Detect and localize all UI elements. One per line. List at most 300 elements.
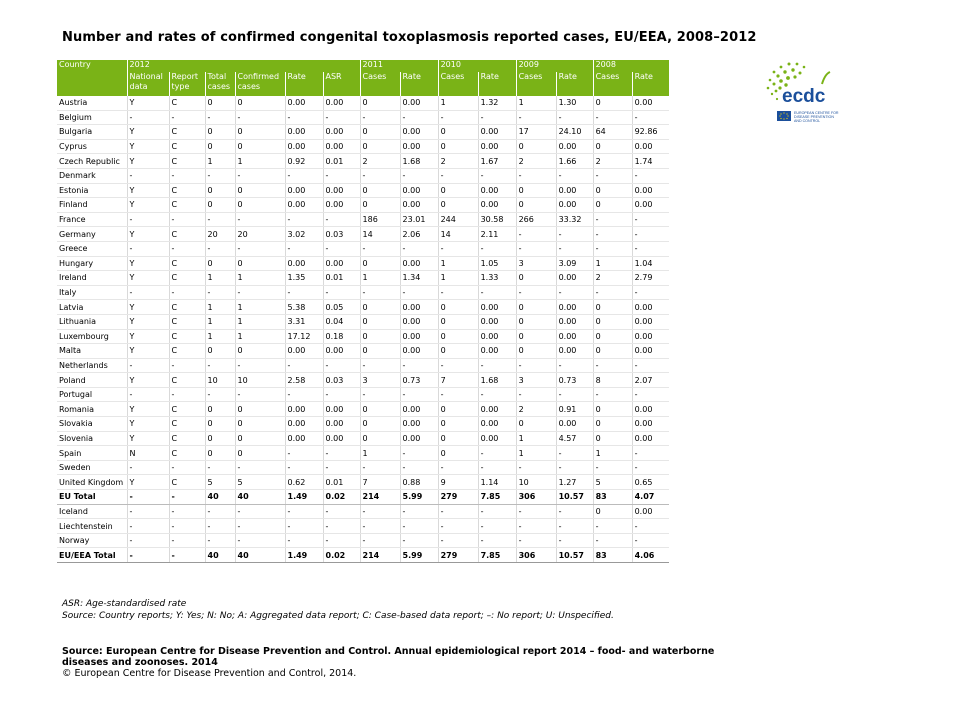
table-row [57,402,669,417]
value-cell: 14 [360,227,400,242]
ecdc-globe-icon [760,58,850,128]
value-cell: 0.00 [632,329,669,344]
table-row [57,460,669,475]
value-cell: 0 [516,300,556,315]
country-cell: Bulgaria [57,125,127,140]
value-cell: 0 [205,446,235,461]
value-cell: 0.73 [556,373,593,388]
value-cell: 0.00 [285,139,323,154]
table-row [57,373,669,388]
table-row [57,533,669,548]
country-cell: Malta [57,344,127,359]
value-cell: - [593,168,632,183]
country-cell: Hungary [57,256,127,271]
value-cell: - [556,168,593,183]
confirmed-cases-header: Confirmed cases [235,72,285,96]
value-cell: 0 [205,183,235,198]
value-cell: - [323,519,360,534]
value-cell: - [127,387,169,402]
value-cell: - [360,285,400,300]
value-cell: - [556,110,593,125]
value-cell: Y [127,125,169,140]
value-cell: 0.00 [478,183,516,198]
value-cell: - [360,241,400,256]
table-row [57,504,669,519]
value-cell: 0.00 [400,329,438,344]
value-cell: 0.91 [556,402,593,417]
year-header-row [57,60,669,72]
value-cell: 40 [235,490,285,505]
value-cell: - [127,490,169,505]
value-cell: 0.00 [632,198,669,213]
value-cell: - [235,504,285,519]
value-cell: 83 [593,490,632,505]
value-cell: - [478,285,516,300]
table-row [57,387,669,402]
value-cell: 0 [438,417,478,432]
cases-2009-header: Cases [516,72,556,96]
value-cell: 0.00 [400,198,438,213]
table-row [57,519,669,534]
value-cell: C [169,314,205,329]
value-cell: 0.02 [323,490,360,505]
value-cell: Y [127,227,169,242]
value-cell: - [438,519,478,534]
value-cell: 1.34 [400,271,438,286]
value-cell: - [632,460,669,475]
value-cell: 0.00 [478,329,516,344]
value-cell: - [478,519,516,534]
value-cell: 5.99 [400,548,438,563]
value-cell: Y [127,417,169,432]
value-cell: 0 [205,417,235,432]
value-cell: 0.00 [632,504,669,519]
value-cell: 0.00 [556,300,593,315]
value-cell: 0 [516,183,556,198]
value-cell: - [169,504,205,519]
value-cell: 0 [360,96,400,110]
value-cell: 0.00 [400,256,438,271]
value-cell: - [360,460,400,475]
value-cell: - [169,387,205,402]
value-cell: Y [127,96,169,110]
value-cell: 1.35 [285,271,323,286]
value-cell: 0 [360,417,400,432]
value-cell: - [516,241,556,256]
table-row [57,417,669,432]
value-cell: - [438,110,478,125]
value-cell: 0 [593,139,632,154]
value-cell: 0.00 [632,417,669,432]
value-cell: 0.00 [478,300,516,315]
value-cell: - [285,168,323,183]
value-cell: - [205,241,235,256]
value-cell: 10 [516,475,556,490]
value-cell: 0 [235,431,285,446]
value-cell: 1.49 [285,548,323,563]
value-cell: 0.00 [285,256,323,271]
value-cell: 0.00 [556,139,593,154]
value-cell: C [169,431,205,446]
value-cell: - [360,504,400,519]
value-cell: 0.00 [478,402,516,417]
value-cell: - [169,168,205,183]
value-cell: 40 [205,490,235,505]
value-cell: - [127,358,169,373]
value-cell: 0 [593,96,632,110]
value-cell: Y [127,154,169,169]
value-cell: - [285,285,323,300]
value-cell: - [400,533,438,548]
value-cell: - [593,387,632,402]
value-cell: - [556,519,593,534]
value-cell: Y [127,271,169,286]
subheader-row [57,72,669,96]
value-cell: 1 [438,271,478,286]
value-cell: 10.57 [556,490,593,505]
country-cell: Belgium [57,110,127,125]
value-cell: 0 [360,431,400,446]
value-cell: 1.04 [632,256,669,271]
value-cell: - [360,168,400,183]
country-cell: United Kingdom [57,475,127,490]
country-cell: Norway [57,533,127,548]
value-cell: 0.65 [632,475,669,490]
value-cell: 0.00 [556,329,593,344]
table-row [57,241,669,256]
value-cell: 0 [593,402,632,417]
value-cell: - [632,227,669,242]
svg-text:AND CONTROL: AND CONTROL [794,119,821,123]
country-cell: Portugal [57,387,127,402]
value-cell: 1 [205,154,235,169]
value-cell: 83 [593,548,632,563]
value-cell: 4.06 [632,548,669,563]
value-cell: 20 [235,227,285,242]
value-cell: - [127,212,169,227]
year-2011-header: 2011 [360,60,438,72]
value-cell: 2 [593,271,632,286]
value-cell: 2 [516,402,556,417]
value-cell: 244 [438,212,478,227]
value-cell: - [285,110,323,125]
country-cell: EU Total [57,490,127,505]
value-cell: 17 [516,125,556,140]
value-cell: 23.01 [400,212,438,227]
value-cell: 0 [360,329,400,344]
value-cell: - [593,358,632,373]
country-cell: Ireland [57,271,127,286]
country-cell: Spain [57,446,127,461]
value-cell: 0.00 [400,344,438,359]
value-cell: 0.00 [478,198,516,213]
value-cell: - [632,519,669,534]
value-cell: 0 [235,96,285,110]
value-cell: 0 [438,314,478,329]
value-cell: - [360,533,400,548]
value-cell: Y [127,329,169,344]
value-cell: 10 [235,373,285,388]
value-cell: 0.00 [285,431,323,446]
value-cell: - [127,168,169,183]
value-cell: 0.00 [632,431,669,446]
value-cell: - [235,387,285,402]
value-cell: - [169,548,205,563]
value-cell: 306 [516,548,556,563]
value-cell: 0 [438,139,478,154]
value-cell: 3.31 [285,314,323,329]
value-cell: - [632,285,669,300]
value-cell: 1 [360,446,400,461]
value-cell: 0 [360,198,400,213]
value-cell: C [169,227,205,242]
value-cell: 0 [438,446,478,461]
table-row [57,329,669,344]
ecdc-logo [760,58,850,128]
value-cell: 0 [235,344,285,359]
value-cell: - [632,533,669,548]
value-cell: - [632,387,669,402]
value-cell: 0 [360,256,400,271]
value-cell: 306 [516,490,556,505]
value-cell: 0 [235,256,285,271]
value-cell: - [556,504,593,519]
value-cell: - [400,168,438,183]
value-cell: - [478,387,516,402]
value-cell: 0.88 [400,475,438,490]
value-cell: 0.00 [323,344,360,359]
table-row [57,344,669,359]
value-cell: 1.33 [478,271,516,286]
value-cell: - [285,241,323,256]
value-cell: 1 [235,300,285,315]
value-cell: - [205,212,235,227]
value-cell: 0 [360,183,400,198]
table-row [57,96,669,110]
value-cell: 1.67 [478,154,516,169]
value-cell: 0 [516,314,556,329]
value-cell: 0 [593,329,632,344]
value-cell: 3.09 [556,256,593,271]
value-cell: C [169,402,205,417]
value-cell: 0.00 [323,125,360,140]
value-cell: N [127,446,169,461]
value-cell: 1.14 [478,475,516,490]
value-cell: 1.74 [632,154,669,169]
value-cell: 0.00 [323,198,360,213]
value-cell: - [478,110,516,125]
legend-note: Source: Country reports; Y: Yes; N: No; A: Aggregated data report; C: Case-based data report; –: No report; U: Unspecified. [62,611,614,621]
value-cell: - [478,533,516,548]
country-cell: Romania [57,402,127,417]
value-cell: 0.02 [323,548,360,563]
country-cell: Liechtenstein [57,519,127,534]
value-cell: 0.00 [323,183,360,198]
table-row [57,125,669,140]
year-2009-header: 2009 [516,60,593,72]
value-cell: - [127,241,169,256]
value-cell: - [127,285,169,300]
value-cell: 0 [235,402,285,417]
value-cell: 0.00 [285,417,323,432]
value-cell: - [438,241,478,256]
value-cell: 0 [205,139,235,154]
copyright-line: © European Centre for Disease Prevention and Control, 2014. [62,668,357,679]
value-cell: 1 [235,329,285,344]
svg-text:ecdc: ecdc [782,86,826,107]
value-cell: 1.05 [478,256,516,271]
value-cell: 0 [593,344,632,359]
value-cell: - [127,460,169,475]
table-row [57,154,669,169]
value-cell: 1.27 [556,475,593,490]
rate-2011-header: Rate [400,72,438,96]
value-cell: - [400,519,438,534]
value-cell: - [516,460,556,475]
value-cell: - [360,519,400,534]
cases-2011-header: Cases [360,72,400,96]
value-cell: 2.11 [478,227,516,242]
value-cell: 0.00 [323,139,360,154]
value-cell: 1 [593,446,632,461]
value-cell: - [205,168,235,183]
value-cell: 0.00 [632,402,669,417]
value-cell: 8 [593,373,632,388]
value-cell: 0 [438,300,478,315]
value-cell: 0 [235,139,285,154]
value-cell: 0.04 [323,314,360,329]
table-row [57,183,669,198]
value-cell: 0 [205,125,235,140]
table-row [57,198,669,213]
value-cell: 0.00 [478,314,516,329]
value-cell: - [516,519,556,534]
country-subheader [57,72,127,96]
value-cell: - [632,212,669,227]
value-cell: 1.32 [478,96,516,110]
value-cell: - [556,241,593,256]
value-cell: - [235,358,285,373]
value-cell: - [516,533,556,548]
value-cell: - [285,446,323,461]
country-cell: France [57,212,127,227]
value-cell: - [205,460,235,475]
value-cell: - [516,358,556,373]
value-cell: 5 [593,475,632,490]
value-cell: 0.00 [556,314,593,329]
value-cell: 0 [235,417,285,432]
year-2008-header: 2008 [593,60,669,72]
table-row [57,110,669,125]
value-cell: 10 [205,373,235,388]
value-cell: 0 [516,139,556,154]
value-cell: 0.00 [400,314,438,329]
value-cell: - [478,241,516,256]
value-cell: - [235,241,285,256]
table-row [57,548,669,563]
value-cell: 0.00 [400,96,438,110]
value-cell: - [323,446,360,461]
value-cell: C [169,125,205,140]
value-cell: - [169,490,205,505]
country-cell: Slovenia [57,431,127,446]
value-cell: - [632,358,669,373]
value-cell: - [556,285,593,300]
table-row [57,285,669,300]
value-cell: - [438,285,478,300]
value-cell: - [285,460,323,475]
value-cell: 0.00 [632,314,669,329]
value-cell: 0.00 [285,183,323,198]
value-cell: - [235,533,285,548]
value-cell: 0.00 [323,431,360,446]
value-cell: 0.00 [285,96,323,110]
value-cell: - [478,504,516,519]
value-cell: - [285,387,323,402]
table-row [57,358,669,373]
value-cell: C [169,344,205,359]
country-cell: Finland [57,198,127,213]
value-cell: 1 [438,256,478,271]
value-cell: 0.01 [323,271,360,286]
value-cell: - [285,504,323,519]
value-cell: 0 [593,300,632,315]
value-cell: 0 [438,344,478,359]
value-cell: - [556,227,593,242]
value-cell: 17.12 [285,329,323,344]
value-cell: 0 [360,139,400,154]
value-cell: 1 [205,300,235,315]
value-cell: - [205,533,235,548]
value-cell: 0.73 [400,373,438,388]
value-cell: 279 [438,490,478,505]
value-cell: C [169,256,205,271]
value-cell: 0.01 [323,475,360,490]
value-cell: - [478,446,516,461]
value-cell: 0 [235,183,285,198]
value-cell: Y [127,373,169,388]
value-cell: 0.00 [632,96,669,110]
value-cell: - [516,285,556,300]
value-cell: - [593,110,632,125]
value-cell: - [593,227,632,242]
table-row [57,271,669,286]
value-cell: - [516,504,556,519]
year-2012-header: 2012 [127,60,360,72]
value-cell: C [169,96,205,110]
value-cell: - [360,110,400,125]
value-cell: 20 [205,227,235,242]
value-cell: 1 [593,256,632,271]
value-cell: - [400,241,438,256]
value-cell: - [169,519,205,534]
value-cell: - [556,387,593,402]
value-cell: 7.85 [478,548,516,563]
value-cell: Y [127,402,169,417]
value-cell: 0.18 [323,329,360,344]
value-cell: - [632,446,669,461]
value-cell: 5 [205,475,235,490]
value-cell: - [632,241,669,256]
country-cell: Latvia [57,300,127,315]
value-cell: 0 [593,431,632,446]
value-cell: Y [127,183,169,198]
value-cell: - [323,168,360,183]
value-cell: - [400,358,438,373]
value-cell: 5.99 [400,490,438,505]
value-cell: 0.92 [285,154,323,169]
value-cell: - [478,460,516,475]
